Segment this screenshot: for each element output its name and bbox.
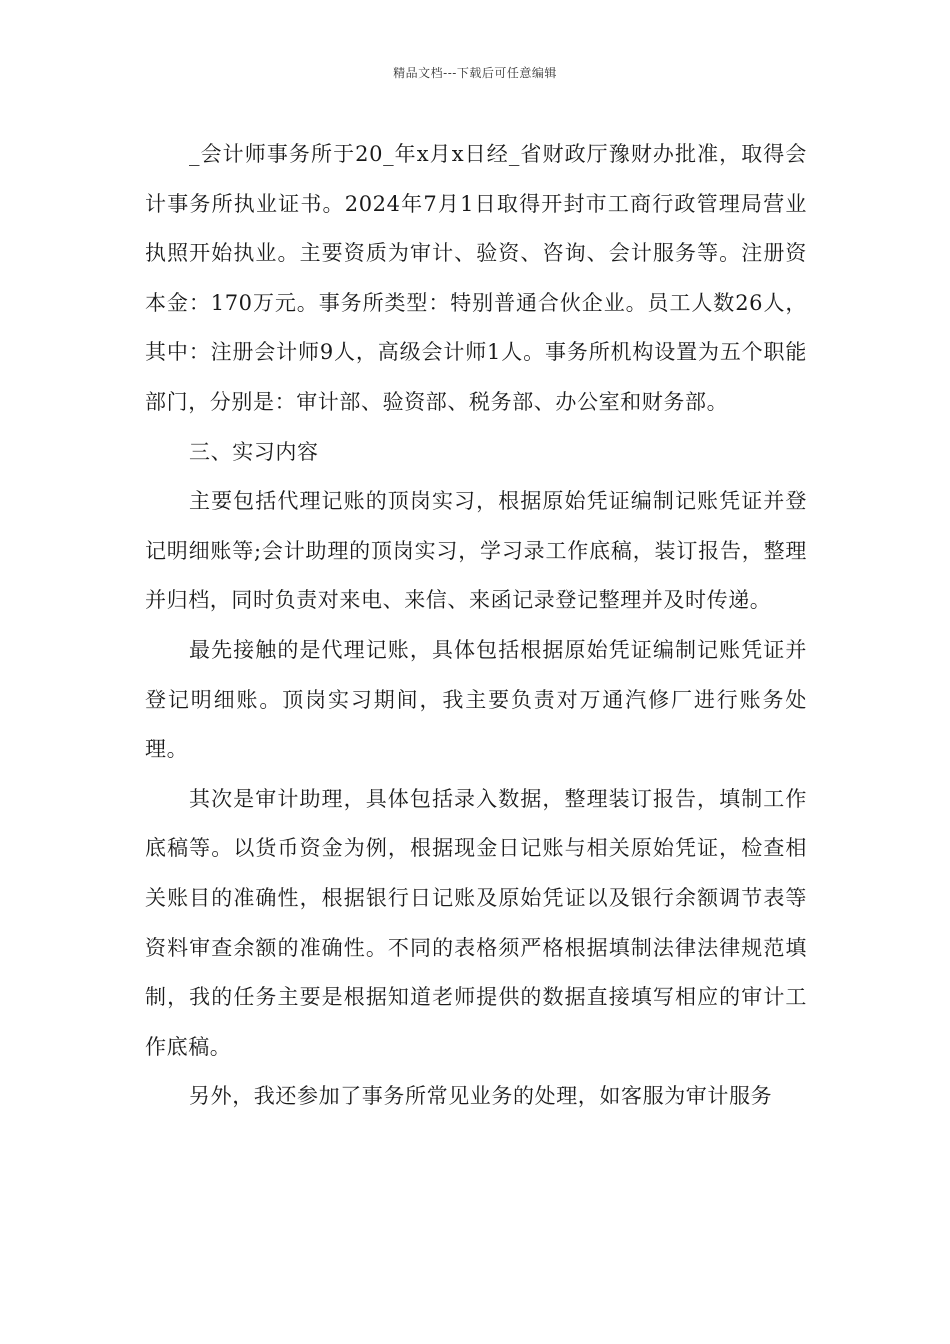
section-heading-internship-content: 三、实习内容	[189, 439, 319, 464]
page-header: 精品文档---下载后可任意编辑	[393, 66, 557, 80]
paragraph-audit-assistant: 其次是审计助理，具体包括录入数据，整理装订报告，填制工作底稿等。以货币资金为例，根据现金日记账与相关原始凭证，检查相关账目的准确性，根据银行日记账及原始凭证以及银行余额调节表等资料审查余额的准确性。不同的表格须严格根据填制法律法律规范填制，我的任务主要是根据知道老师提供的数据直接填写相应的审计工作底稿。	[145, 786, 807, 1059]
paragraph-other-business: 另外，我还参加了事务所常见业务的处理，如客服为审计服务	[189, 1084, 773, 1109]
paragraph-bookkeeping: 最先接触的是代理记账，具体包括根据原始凭证编制记账凭证并登记明细账。顶岗实习期间，我主要负责对万通汽修厂进行账务处理。	[145, 637, 807, 762]
document-body	[145, 130, 807, 1122]
paragraph-main-content: 主要包括代理记账的顶岗实习，根据原始凭证编制记账凭证并登记明细账等;会计助理的顶岗实习，学习录工作底稿，装订报告，整理并归档，同时负责对来电、来信、来函记录登记整理并及时传递。	[145, 489, 807, 613]
paragraph-firm-intro: _会计师事务所于20_年x月x日经_省财政厅豫财办批准，取得会计事务所执业证书。2024年7月1日取得开封市工商行政管理局营业执照开始执业。主要资质为审计、验资、咨询、会计服务等。注册资本金：170万元。事务所类型：特别普通合伙企业。员工人数26人，其中：注册会计师9人，高级会计师1人。事务所机构设置为五个职能部门，分别是：审计部、验资部、税务部、办公室和财务部。	[145, 142, 807, 414]
